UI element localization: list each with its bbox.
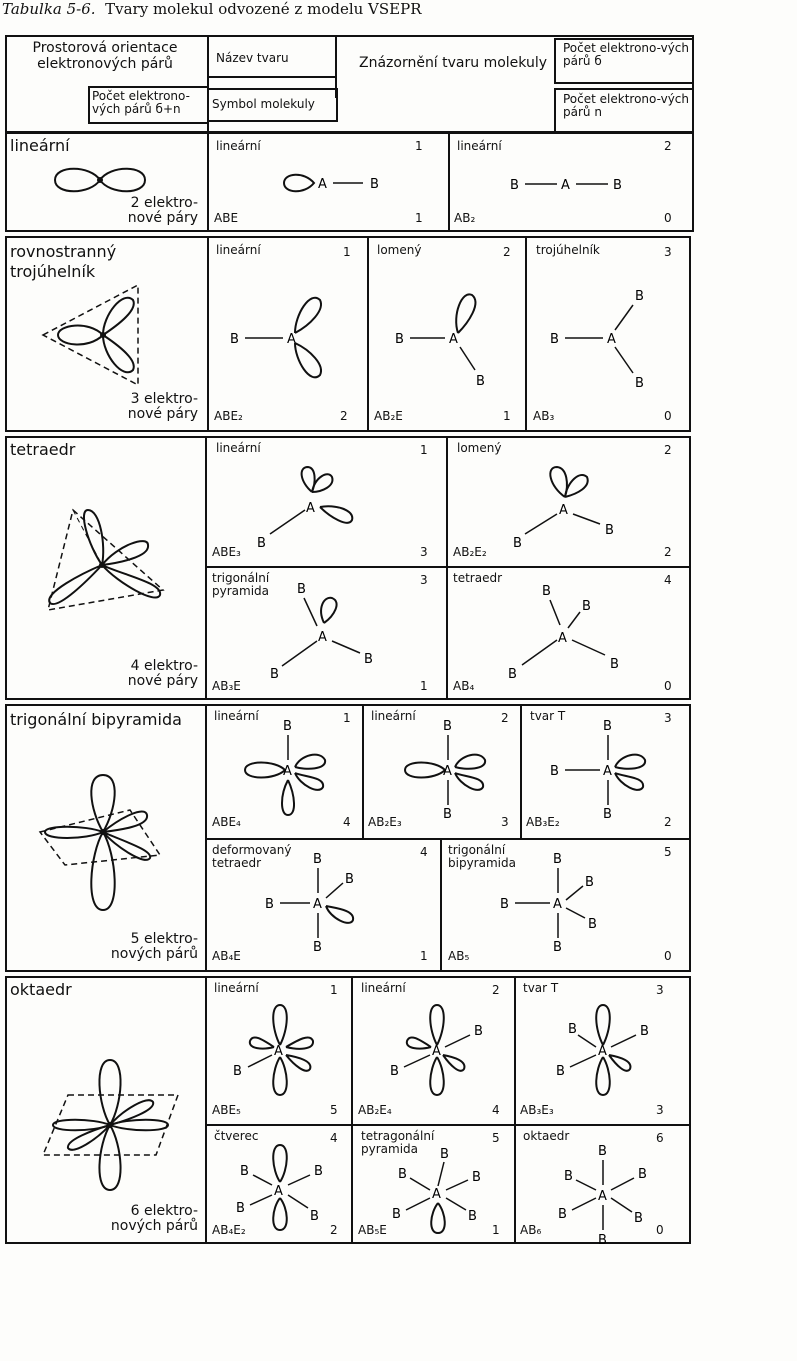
row5-orbital-figure — [38, 1050, 188, 1200]
r2c1-molecule — [225, 285, 345, 395]
svg-text:A: A — [558, 631, 567, 646]
svg-text:A: A — [287, 332, 296, 347]
r1c1-molecule — [270, 165, 410, 205]
r3c1-sigma: 1 — [420, 443, 428, 457]
svg-text:A: A — [603, 764, 612, 779]
svg-text:A: A — [607, 332, 616, 347]
r5c3-symbol: AB₃E₃ — [520, 1103, 554, 1117]
svg-text:B: B — [440, 1147, 449, 1162]
r4c4-n: 1 — [420, 949, 428, 963]
r2c3-molecule — [545, 285, 665, 395]
svg-text:B: B — [500, 897, 509, 912]
r5c2-symbol: AB₂E₄ — [358, 1103, 392, 1117]
r5c2-sigma: 2 — [492, 983, 500, 997]
header-lone-pairs: Počet elektrono-vých párů n — [563, 92, 689, 119]
svg-text:B: B — [472, 1170, 481, 1185]
row3-pairs: 4 elektro-nové páry — [127, 658, 198, 689]
caption-text: Tvary molekul odvozené z modelu VSEPR — [105, 0, 422, 18]
svg-text:B: B — [634, 1211, 643, 1226]
svg-text:B: B — [553, 852, 562, 867]
r5c5-symbol: AB₅E — [358, 1223, 387, 1237]
r5c6-sigma: 6 — [656, 1131, 664, 1145]
table-caption — [2, 0, 422, 18]
svg-text:A: A — [318, 630, 327, 645]
r4c2-n: 3 — [501, 815, 509, 829]
r1c1-n: 1 — [415, 211, 423, 225]
svg-text:A: A — [559, 503, 568, 518]
r4c2-name: lineární — [371, 709, 416, 723]
svg-text:B: B — [550, 764, 559, 779]
r5c6-molecule — [548, 1140, 668, 1250]
svg-text:B: B — [313, 940, 322, 955]
r4c2-molecule — [395, 715, 515, 825]
svg-text:A: A — [274, 1044, 283, 1059]
header-symbol: Symbol molekuly — [212, 97, 315, 111]
r3c1-symbol: ABE₃ — [212, 545, 241, 559]
svg-text:B: B — [364, 652, 373, 667]
row3-orientation: tetraedr — [10, 440, 76, 459]
svg-text:B: B — [443, 807, 452, 822]
r3c4-sigma: 4 — [664, 573, 672, 587]
svg-text:B: B — [314, 1164, 323, 1179]
r2c2-symbol: AB₂E — [374, 409, 403, 423]
r5c5-n: 1 — [492, 1223, 500, 1237]
r2c1-name: lineární — [216, 243, 261, 257]
svg-text:B: B — [553, 940, 562, 955]
row5-orientation: oktaedr — [10, 980, 72, 999]
r2c2-sigma: 2 — [503, 245, 511, 259]
svg-text:A: A — [443, 764, 452, 779]
r4c5-sigma: 5 — [664, 845, 672, 859]
svg-text:B: B — [542, 584, 551, 599]
svg-text:B: B — [510, 178, 519, 193]
svg-text:A: A — [306, 501, 315, 516]
row5-pairs: 6 elektro-nových párů — [110, 1203, 198, 1234]
svg-text:B: B — [240, 1164, 249, 1179]
row1-pairs: 2 elektro-nové páry — [127, 195, 198, 226]
r2c1-symbol: ABE₂ — [214, 409, 243, 423]
svg-text:A: A — [449, 332, 458, 347]
r5c5-sigma: 5 — [492, 1131, 500, 1145]
svg-text:A: A — [313, 897, 322, 912]
row1-orbital-figure — [50, 160, 150, 200]
r3c3-sigma: 3 — [420, 573, 428, 587]
svg-text:B: B — [468, 1209, 477, 1224]
r5c3-n: 3 — [656, 1103, 664, 1117]
r2c2-molecule — [390, 285, 510, 395]
r3c4-molecule — [500, 580, 640, 690]
r5c1-sigma: 1 — [330, 983, 338, 997]
svg-text:B: B — [603, 807, 612, 822]
r1c2-name: lineární — [457, 139, 502, 153]
r2c3-sigma: 3 — [664, 245, 672, 259]
r5c2-molecule — [382, 995, 502, 1105]
r1c1-symbol: ABE — [214, 211, 239, 225]
r5c6-symbol: AB₆ — [520, 1223, 542, 1237]
svg-text:B: B — [585, 875, 594, 890]
svg-text:B: B — [556, 1064, 565, 1079]
svg-text:B: B — [635, 376, 644, 391]
r3c2-molecule — [505, 462, 645, 557]
r2c1-sigma: 1 — [343, 245, 351, 259]
r3c2-sigma: 2 — [664, 443, 672, 457]
r3c3-name: trigonální pyramida — [212, 571, 270, 598]
r4c4-molecule — [260, 848, 390, 958]
r4c1-name: lineární — [214, 709, 259, 723]
r4c3-n: 2 — [664, 815, 672, 829]
r4c1-molecule — [235, 715, 355, 825]
r5c5-molecule — [382, 1148, 502, 1238]
header-bonding-pairs: Počet elektrono-vých párů б — [563, 41, 689, 68]
r5c1-molecule — [228, 995, 338, 1105]
r3c1-molecule — [250, 462, 370, 557]
svg-text:B: B — [310, 1209, 319, 1224]
svg-text:A: A — [274, 1184, 283, 1199]
svg-text:A: A — [318, 177, 327, 192]
svg-text:A: A — [432, 1044, 441, 1059]
r2c1-n: 2 — [340, 409, 348, 423]
svg-text:B: B — [613, 178, 622, 193]
svg-text:B: B — [345, 872, 354, 887]
r3c1-name: lineární — [216, 441, 261, 455]
r5c6-name: oktaedr — [523, 1129, 570, 1143]
svg-text:B: B — [582, 599, 591, 614]
svg-text:B: B — [443, 719, 452, 734]
r2c2-n: 1 — [503, 409, 511, 423]
r3c1-n: 3 — [420, 545, 428, 559]
row4-orbital-figure — [35, 770, 175, 920]
svg-text:B: B — [568, 1022, 577, 1037]
svg-text:B: B — [588, 917, 597, 932]
r5c4-n: 2 — [330, 1223, 338, 1237]
svg-text:B: B — [474, 1024, 483, 1039]
r3c4-n: 0 — [664, 679, 672, 693]
r5c4-sigma: 4 — [330, 1131, 338, 1145]
r3c4-symbol: AB₄ — [453, 679, 475, 693]
r4c3-sigma: 3 — [664, 711, 672, 725]
svg-text:B: B — [558, 1207, 567, 1222]
r5c4-name: čtverec — [214, 1129, 259, 1143]
r3c3-n: 1 — [420, 679, 428, 693]
svg-text:B: B — [640, 1024, 649, 1039]
row2-pairs: 3 elektro-nové páry — [127, 391, 198, 422]
svg-text:B: B — [313, 852, 322, 867]
r4c1-symbol: ABE₄ — [212, 815, 241, 829]
r4c3-molecule — [545, 715, 675, 825]
svg-text:B: B — [598, 1144, 607, 1159]
svg-text:B: B — [564, 1169, 573, 1184]
svg-text:B: B — [395, 332, 404, 347]
r4c5-molecule — [495, 848, 625, 958]
r5c3-name: tvar T — [523, 981, 559, 995]
r4c2-sigma: 2 — [501, 711, 509, 725]
header-total-pairs: Počet elektrono-vých párů б+n — [92, 89, 190, 116]
r5c4-symbol: AB₄E₂ — [212, 1223, 246, 1237]
svg-text:B: B — [370, 177, 379, 192]
svg-text:B: B — [270, 667, 279, 682]
r4c5-symbol: AB₅ — [448, 949, 470, 963]
r1c2-molecule — [505, 172, 645, 202]
r1c2-n: 0 — [664, 211, 672, 225]
r4c3-name: tvar T — [530, 709, 566, 723]
row1-orientation: lineární — [10, 136, 70, 155]
r4c4-symbol: AB₄E — [212, 949, 241, 963]
r5c2-n: 4 — [492, 1103, 500, 1117]
header-depiction: Znázornění tvaru molekuly — [358, 55, 548, 71]
svg-text:A: A — [283, 764, 292, 779]
r3c2-symbol: AB₂E₂ — [453, 545, 487, 559]
r4c1-sigma: 1 — [343, 711, 351, 725]
r4c5-n: 0 — [664, 949, 672, 963]
r4c3-symbol: AB₃E₂ — [526, 815, 560, 829]
svg-text:B: B — [603, 719, 612, 734]
r3c4-name: tetraedr — [453, 571, 503, 585]
r5c1-name: lineární — [214, 981, 259, 995]
svg-text:A: A — [553, 897, 562, 912]
row2-orientation: rovnostranný trojúhelník — [10, 242, 117, 281]
svg-text:B: B — [605, 523, 614, 538]
svg-text:B: B — [638, 1167, 647, 1182]
row2-orbital-figure — [38, 280, 158, 390]
svg-text:A: A — [432, 1187, 441, 1202]
r4c4-sigma: 4 — [420, 845, 428, 859]
svg-text:B: B — [513, 536, 522, 551]
row4-pairs: 5 elektro-nových párů — [110, 931, 198, 962]
r1c1-name: lineární — [216, 139, 261, 153]
r3c3-molecule — [262, 578, 382, 688]
r4c4-name: deformovaný tetraedr — [212, 843, 292, 870]
svg-text:B: B — [257, 536, 266, 551]
svg-text:B: B — [233, 1064, 242, 1079]
svg-text:B: B — [297, 582, 306, 597]
svg-text:B: B — [265, 897, 274, 912]
svg-text:B: B — [508, 667, 517, 682]
r1c1-sigma: 1 — [415, 139, 423, 153]
svg-text:A: A — [598, 1189, 607, 1204]
svg-text:A: A — [598, 1044, 607, 1059]
r5c5-name: tetragonální pyramida — [361, 1129, 435, 1156]
header-shape-name: Název tvaru — [216, 51, 289, 65]
row4-orientation: trigonální bipyramida — [10, 710, 182, 729]
r5c1-n: 5 — [330, 1103, 338, 1117]
svg-text:B: B — [392, 1207, 401, 1222]
r1c2-symbol: AB₂ — [454, 211, 476, 225]
r3c2-name: lomený — [457, 441, 502, 455]
row3-orbital-figure — [38, 505, 188, 625]
caption-label: Tabulka 5-6. — [2, 0, 96, 18]
r5c2-name: lineární — [361, 981, 406, 995]
svg-text:B: B — [598, 1233, 607, 1248]
r3c2-n: 2 — [664, 545, 672, 559]
r5c3-molecule — [548, 995, 668, 1105]
r5c1-symbol: ABE₅ — [212, 1103, 241, 1117]
svg-text:B: B — [550, 332, 559, 347]
svg-text:A: A — [561, 178, 570, 193]
svg-text:B: B — [635, 289, 644, 304]
svg-text:B: B — [236, 1201, 245, 1216]
svg-text:B: B — [610, 657, 619, 672]
svg-text:B: B — [230, 332, 239, 347]
svg-text:B: B — [390, 1064, 399, 1079]
r4c5-name: trigonální bipyramida — [448, 843, 516, 870]
r2c2-name: lomený — [377, 243, 422, 257]
r5c4-molecule — [228, 1140, 348, 1235]
r2c3-symbol: AB₃ — [533, 409, 555, 423]
svg-text:B: B — [476, 374, 485, 389]
r5c3-sigma: 3 — [656, 983, 664, 997]
r4c1-n: 4 — [343, 815, 351, 829]
r2c3-name: trojúhelník — [536, 243, 600, 257]
r1c2-sigma: 2 — [664, 139, 672, 153]
r5c6-n: 0 — [656, 1223, 664, 1237]
svg-text:B: B — [398, 1167, 407, 1182]
r3c3-symbol: AB₃E — [212, 679, 241, 693]
header-orientation: Prostorová orientace elektronových párů — [32, 40, 178, 72]
r2c3-n: 0 — [664, 409, 672, 423]
svg-text:B: B — [283, 719, 292, 734]
r4c2-symbol: AB₂E₃ — [368, 815, 402, 829]
